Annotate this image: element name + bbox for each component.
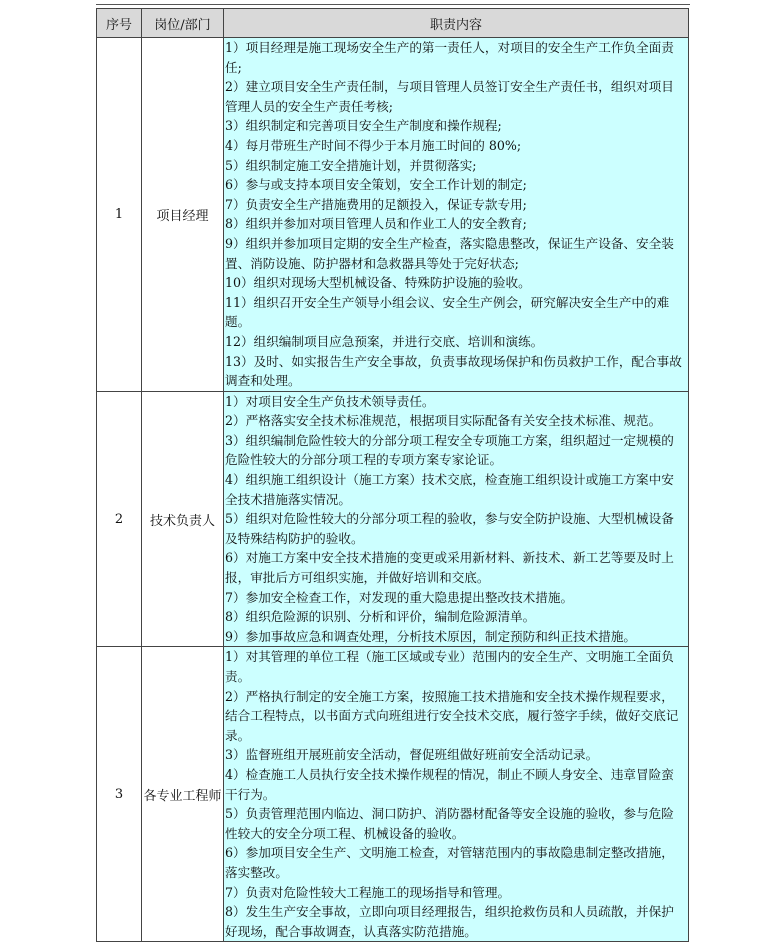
- duty-item: 11）组织召开安全生产领导小组会议、安全生产例会，研究解决安全生产中的难题。: [225, 294, 670, 330]
- header-duty: 职责内容: [224, 9, 689, 38]
- duty-item: 3）监督班组开展班前安全活动，督促班组做好班前安全活动记录。: [225, 747, 599, 763]
- duty-item: 7）负责对危险性较大工程施工的现场指导和管理。: [225, 884, 511, 900]
- table-row: [97, 391, 689, 647]
- duty-item: 1）对其管理的单位工程（施工区域或专业）范围内的安全生产、文明施工全面负责。: [225, 649, 674, 684]
- table-row: [97, 38, 689, 392]
- duty-item: 7）参加安全检查工作，对发现的重大隐患提出整改技术措施。: [225, 589, 574, 605]
- duty-item: 10）组织对现场大型机械设备、特殊防护设施的验收。: [225, 275, 531, 291]
- duty-item: 8）组织危险源的识别、分析和评价，编制危险源清单。: [225, 609, 536, 625]
- row-duties: [224, 647, 689, 942]
- duty-item: 1）项目经理是施工现场安全生产的第一责任人，对项目的安全生产工作负全面责任;: [225, 40, 674, 75]
- duty-item: 3）组织编制危险性较大的分部分项工程安全专项施工方案，组织超过一定规模的危险性较大的分部分项工程的专项方案专家论证。: [225, 432, 674, 468]
- row-index: 3: [97, 647, 142, 942]
- duty-item: 4）每月带班生产时间不得少于本月施工时间的 80%;: [225, 137, 522, 153]
- row-index: 2: [97, 391, 142, 647]
- duty-item: 5）组织制定施工安全措施计划，并贯彻落实;: [225, 157, 477, 173]
- row-index: 1: [97, 38, 142, 392]
- duty-item: 9）参加事故应急和调查处理，分析技术原因，制定预防和纠正技术措施。: [225, 628, 637, 644]
- duty-item: 7）负责安全生产措施费用的足额投入，保证专款专用;: [225, 196, 527, 212]
- header-dept: 岗位/部门: [142, 9, 224, 38]
- duty-item: 2）建立项目安全生产责任制，与项目管理人员签订安全生产责任书，组织对项目管理人员的安全生产责任考核;: [225, 79, 674, 114]
- top-border-line: [96, 4, 690, 5]
- duty-item: 5）负责管理范围内临边、洞口防护、消防器材配备等安全设施的验收，参与危险性较大的安全分项工程、机械设备的验收。: [225, 806, 674, 841]
- duty-item: 6）参加项目安全生产、文明施工检查，对管辖范围内的事故隐患制定整改措施，落实整改。: [225, 845, 674, 880]
- duty-item: 6）对施工方案中安全技术措施的变更或采用新材料、新技术、新工艺等要及时上报，审批后方可组织实施，并做好培训和交底。: [225, 550, 674, 586]
- duty-item: 6）参与或支持本项目安全策划，安全工作计划的制定;: [225, 177, 527, 193]
- row-dept: 技术负责人: [142, 391, 224, 647]
- table-header-row: [97, 9, 689, 38]
- duty-item: 2）严格执行制定的安全施工方案，按照施工技术措施和安全技术操作规程要求，结合工程特点，以书面方式向班组进行安全技术交底，履行签字手续，做好交底记录。: [225, 688, 679, 743]
- duty-item: 4）检查施工人员执行安全技术操作规程的情况，制止不顾人身安全、违章冒险蛮干行为。: [225, 766, 674, 802]
- duty-item: 12）组织编制项目应急预案，并进行交底、培训和演练。: [225, 333, 544, 349]
- row-dept: 项目经理: [142, 38, 224, 392]
- duty-item: 13）及时、如实报告生产安全事故，负责事故现场保护和伤员救护工作，配合事故调查和处理。: [225, 353, 682, 389]
- duty-item: 8）组织并参加对项目管理人员和作业工人的安全教育;: [225, 216, 527, 232]
- duty-item: 4）组织施工组织设计（施工方案）技术交底，检查施工组织设计或施工方案中安全技术措施落实情况。: [225, 472, 674, 507]
- responsibility-table: [96, 8, 689, 942]
- row-duties: [224, 38, 689, 392]
- row-duties: [224, 391, 689, 647]
- table-row: [97, 647, 689, 942]
- header-index: 序号: [97, 9, 142, 38]
- duty-item: 3）组织制定和完善项目安全生产制度和操作规程;: [225, 118, 502, 134]
- table-body: [97, 38, 689, 942]
- duty-item: 8）发生生产安全事故，立即向项目经理报告，组织抢救伤员和人员疏散，并保护好现场，配合事故调查，认真落实防范措施。: [225, 904, 674, 939]
- duty-item: 1）对项目安全生产负技术领导责任。: [225, 393, 435, 409]
- duty-item: 2）严格落实安全技术标准规范，根据项目实际配备有关安全技术标准、规范。: [225, 413, 662, 429]
- duty-item: 9）组织并参加项目定期的安全生产检查，落实隐患整改，保证生产设备、安全装置、消防设施、防护器材和急救器具等处于完好状态;: [225, 235, 674, 271]
- row-dept: 各专业工程师: [142, 647, 224, 942]
- duty-item: 5）组织对危险性较大的分部分项工程的验收，参与安全防护设施、大型机械设备及特殊结构防护的验收。: [225, 511, 674, 546]
